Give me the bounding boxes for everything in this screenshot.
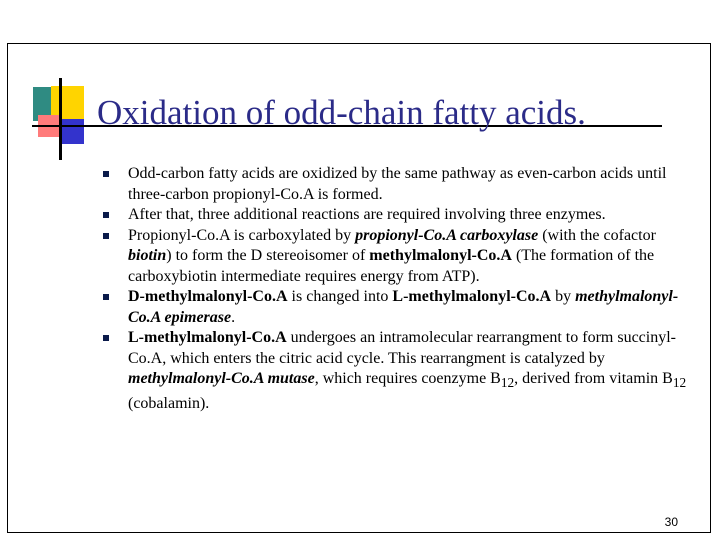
decor-blue-square <box>61 119 84 144</box>
bullet-square-icon <box>103 171 109 177</box>
bullet-item: L-methylmalonyl-Co.A undergoes an intramolecular rearrangment to form succinyl-Co.A, which enters the citric acid cycle. This rearrangment is catalyzed by methylmalonyl-Co.A mutase, which requires coenzyme $B_{12}$, derived from vitamin $B_{12}$ (cobalamin). <box>103 328 703 414</box>
compound-name: methylmalonyl-Co.A <box>369 247 512 264</box>
enzyme-name: methylmalonyl-Co.A epimerase <box>128 288 679 326</box>
bullet-item: Odd-carbon fatty acids are oxidized by the same pathway as even-carbon acids until three-carbon propionyl-Co.A is formed. <box>103 164 703 205</box>
bullet-item: D-methylmalonyl-Co.A is changed into L-methylmalonyl-Co.A by methylmalonyl-Co.A epimerase. <box>103 287 703 328</box>
bullet-square-icon <box>103 294 109 300</box>
enzyme-name: methylmalonyl-Co.A mutase <box>128 370 315 387</box>
subscript: 12 <box>500 375 515 391</box>
bullet-item: After that, three additional reactions are required involving three enzymes. <box>103 205 703 226</box>
bullet-item: Propionyl-Co.A is carboxylated by propionyl-Co.A carboxylase (with the cofactor biotin) to form the D stereoisomer of methylmalonyl-Co.A (The formation of the carboxybiotin intermediate requires energy from ATP). <box>103 226 703 288</box>
bullet-square-icon <box>103 212 109 218</box>
compound-name: L-methylmalonyl-Co.A <box>392 288 552 305</box>
slide-title: Oxidation of odd-chain fatty acids. <box>97 93 586 132</box>
cofactor-name: biotin <box>128 247 167 264</box>
subscript: 12 <box>672 375 687 391</box>
decor-vertical-line <box>59 78 62 160</box>
bullet-square-icon <box>103 233 109 239</box>
page-number: 30 <box>664 515 678 529</box>
bullet-list <box>103 164 703 414</box>
bullet-square-icon <box>103 335 109 341</box>
compound-name: L-methylmalonyl-Co.A <box>128 329 287 346</box>
enzyme-name: propionyl-Co.A carboxylase <box>355 226 539 244</box>
compound-name: D-methylmalonyl-Co.A <box>128 288 288 305</box>
